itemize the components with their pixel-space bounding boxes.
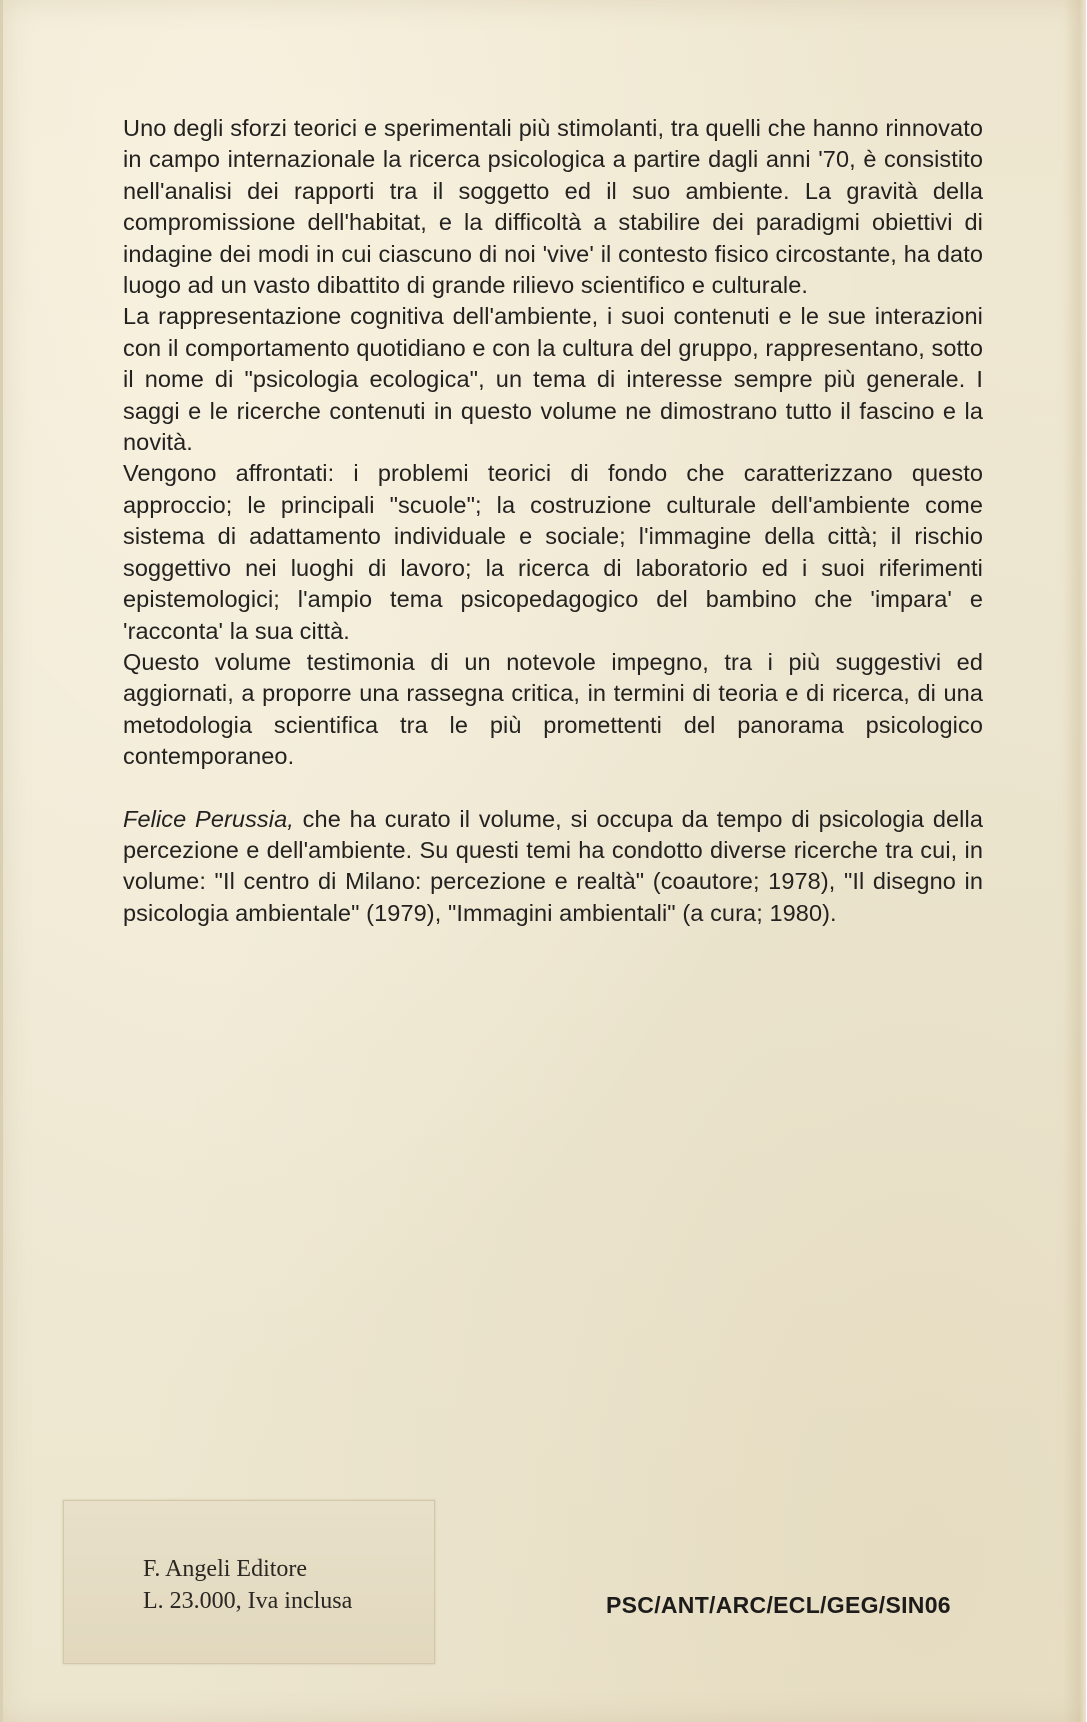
author-name: Felice Perussia, <box>123 805 294 832</box>
blurb-paragraph-1: Uno degli sforzi teorici e sperimentali più stimolanti, tra quelli che hanno rinnovato in campo internazionale la ricerca psicologica a partire dagli anni '70, è consistito nell'analisi dei rapporti tra il soggetto ed il suo ambiente. La gravità della compromissione dell'habitat, e la difficoltà a stabilire dei paradigmi obiettivi di indagine dei modi in cui ciascuno di noi 'vive' il contesto fisico circostante, ha dato luogo ad un vasto dibattito di grande rilievo scientifico e culturale. <box>123 115 983 299</box>
blurb-paragraph-2: La rappresentazione cognitiva dell'ambiente, i suoi contenuti e le sue interazioni con il comportamento quotidiano e con la cultura del gruppo, rappresentano, sotto il nome di "psicologia ecologica", un tema di interesse sempre più generale. I saggi e le ricerche contenuti in questo volume ne dimostrano tutto il fascino e la novità. <box>123 303 983 456</box>
price-sticker <box>63 1500 435 1664</box>
catalog-code: PSC/ANT/ARC/ECL/GEG/SIN06 <box>606 1592 951 1618</box>
blurb-paragraph-3: Vengono affrontati: i problemi teorici di fondo che caratterizzano questo approccio; le principali "scuole"; la costruzione culturale dell'ambiente come sistema di adattamento individuale e sociale; l'immagine della città; il rischio soggettivo nei luoghi di lavoro; la ricerca di laboratorio ed i suoi riferimenti epistemologici; l'ampio tema psicopedagogico del bambino che 'impara' e 'racconta' la sua città. <box>123 460 983 644</box>
blurb-text <box>123 113 983 929</box>
page-edge <box>1064 0 1086 1722</box>
price-label: L. 23.000, Iva inclusa <box>143 1588 353 1614</box>
author-bio-paragraph <box>123 804 983 930</box>
blurb-paragraph-4: Questo volume testimonia di un notevole impegno, tra i più suggestivi ed aggiornati, a proporre una rassegna critica, in termini di teoria e di ricerca, di una metodologia scientifica tra le più promettenti del panorama psicologico contemporaneo. <box>123 648 983 770</box>
publisher-label: F. Angeli Editore <box>143 1556 308 1582</box>
author-bio-text: che ha curato il volume, si occupa da tempo di psicologia della percezione e dell'ambiente. Su questi temi ha condotto diverse ricerche tra cui, in volume: "Il centro di Milano: percezione e realtà" (coautore; 1978), "Il disegno in psicologia ambientale" (1979), "Immagini ambientali" (a cura; 1980). <box>123 805 983 926</box>
